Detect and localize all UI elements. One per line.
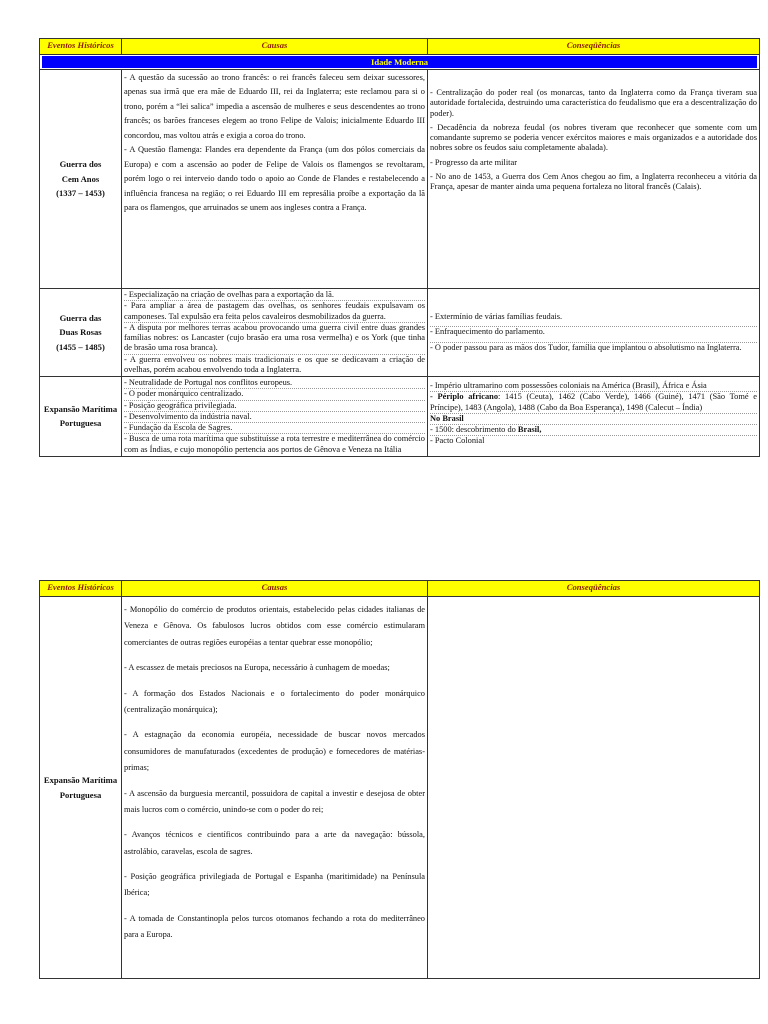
history-table-2 bbox=[39, 580, 760, 979]
consequences-cell bbox=[428, 377, 760, 457]
cause-item: - A estagnação da economia européia, necessidade de buscar novos mercados consumidores de manufaturados (excedentes de produção) e fornecedores de matérias-primas; bbox=[124, 730, 425, 773]
consequences-cell bbox=[428, 70, 760, 289]
table-header-row bbox=[40, 39, 760, 55]
consequence-item: - O poder passou para as mãos dos Tudor, família que implantou o absolutismo na Inglaterra. bbox=[430, 342, 757, 353]
event-name: Cem Anos bbox=[61, 173, 100, 184]
consequence-item bbox=[430, 413, 757, 424]
event-name: Guerra dos bbox=[59, 159, 102, 170]
header-events: Eventos Históricos bbox=[40, 39, 122, 55]
cause-item: - A guerra envolveu os nobres mais tradicionais e os que se dedicavam a criação de ovelhas, porém acabou envolvendo toda a Inglaterra. bbox=[124, 354, 425, 374]
event-cell bbox=[40, 597, 122, 979]
cause-item: - A tomada de Constantinopla pelos turcos otomanos fechando a rota do mediterrâneo para a Europa. bbox=[124, 913, 425, 940]
consequence-bold: Brasil, bbox=[517, 425, 542, 434]
consequence-text: : 1415 (Ceuta), 1462 (Cabo Verde), 1466 (Guiné), 1471 (São Tomé e Príncipe), 1483 (Angola), 1488 (Cabo da Boa Esperança), 1498 (Calecut – Índia) bbox=[430, 392, 757, 412]
history-table-1 bbox=[39, 38, 760, 457]
cause-item: - A formação dos Estados Nacionais e o fortalecimento do poder monárquico (centralização monárquica); bbox=[124, 688, 425, 714]
table-row bbox=[40, 289, 760, 377]
event-dates: (1337 – 1453) bbox=[56, 188, 105, 199]
consequence-item: - Enfraquecimento do parlamento. bbox=[430, 326, 757, 337]
cause-item: - Avanços técnicos e científicos contribuindo para a arte da navegação: bússola, astrolábio, caravelas, escola de sagres. bbox=[124, 830, 425, 856]
event-dates: (1455 – 1485) bbox=[56, 341, 105, 352]
header-causes: Causas bbox=[122, 39, 428, 55]
consequences-cell bbox=[428, 597, 760, 979]
event-name: Portuguesa bbox=[59, 418, 102, 429]
cause-item: - Neutralidade de Portugal nos conflitos europeus. bbox=[124, 378, 293, 387]
cause-item: - Posição geográfica privilegiada. bbox=[124, 400, 425, 411]
consequence-item: - No ano de 1453, a Guerra dos Cem Anos chegou ao fim, a Inglaterra reconheceu a vitória da França, apesar de manter ainda uma pequena fortaleza no litoral francês (Calais). bbox=[430, 171, 757, 191]
event-name: Expansão Marítima bbox=[43, 403, 118, 414]
consequence-item bbox=[430, 424, 757, 435]
cause-item: - Para ampliar a área de pastagem das ovelhas, os senhores feudais expulsavam os camponeses. Tal expulsão era feita pelos cavaleiros desmobilizados da guerra. bbox=[124, 301, 425, 321]
cause-item: - Busca de uma rota marítima que substituísse a rota terrestre e mediterrânea do comércio com as Índias, e cujo monopólio pertencia aos portos de Gênova e Veneza na Itália bbox=[124, 434, 425, 454]
cause-item: - Especialização na criação de ovelhas para a exportação da lã. bbox=[124, 290, 334, 299]
consequence-item: - Decadência da nobreza feudal (os nobres tiveram que reconhecer que somente com um comandante supremo se poderia vencer exércitos maiores e mais organizados e a autoridade dos nobres sobre os feudos saiu completamente abalada). bbox=[430, 122, 757, 153]
consequence-bold: - Périplo africano bbox=[430, 392, 499, 402]
consequence-text: - 1500: descobrimento do bbox=[430, 425, 518, 434]
consequence-item: - Império ultramarino com possessões coloniais na América (Brasil), África e Ásia bbox=[430, 381, 707, 390]
cause-item: - Fundação da Escola de Sagres. bbox=[124, 422, 425, 433]
consequence-item: - Extermínio de várias famílias feudais. bbox=[430, 312, 563, 322]
consequence-item: - Progresso da arte militar bbox=[430, 157, 517, 167]
causes-cell bbox=[122, 377, 428, 457]
event-cell bbox=[40, 289, 122, 377]
header-consequences: Conseqüências bbox=[428, 39, 760, 55]
event-name: Expansão Marítima bbox=[43, 774, 118, 785]
era-row bbox=[40, 55, 760, 70]
cause-item: - A escassez de metais preciosos na Europa, necessário à cunhagem de moedas; bbox=[124, 663, 390, 673]
event-name: Portuguesa bbox=[59, 789, 102, 800]
consequence-item bbox=[430, 391, 757, 413]
consequence-item: - Pacto Colonial bbox=[430, 435, 757, 446]
consequence-bold: No Brasil bbox=[430, 413, 464, 423]
table-header-row bbox=[40, 581, 760, 597]
causes-cell bbox=[122, 70, 428, 289]
table-row bbox=[40, 70, 760, 289]
event-name: Duas Rosas bbox=[59, 327, 102, 338]
consequence-item: - Centralização do poder real (os monarcas, tanto da Inglaterra como da França tiveram sua autoridade fortalecida, destruindo uma característica do feudalismo que era a descentralização do poder). bbox=[430, 88, 757, 118]
cause-item: - A ascensão da burguesia mercantil, possuidora de capital a investir e desejosa de obter mais lucros com o comércio, unindo-se com o poder do rei; bbox=[124, 788, 425, 814]
causes-cell bbox=[122, 597, 428, 979]
cause-item: - A disputa por melhores terras acabou provocando uma guerra civil entre duas grandes famílias nobres: os Lancaster (cujo brasão era uma rosa vermelha) e os York (que tinha de brasão uma rosa branca). bbox=[124, 322, 425, 353]
table-row bbox=[40, 597, 760, 979]
table-row bbox=[40, 377, 760, 457]
cause-item: - A Questão flamenga: Flandes era dependente da França (um dos pólos comerciais da Europa) e com a ascensão ao poder de Felipe de Valois os flamengos se revoltaram, porém logo o rei interveio dando todo o apoio ao Conde de Flandes e restabelecendo a influência francesa na região; o rei Eduardo III em represália proíbe a exportação da lã para os flamengos, que arruinados se unem aos ingleses contra a França. bbox=[124, 145, 425, 213]
cause-item: - Posição geográfica privilegiada de Portugal e Espanha (maritimidade) na Península Ibérica; bbox=[124, 872, 425, 898]
event-cell bbox=[40, 70, 122, 289]
cause-item: - Desenvolvimento da indústria naval. bbox=[124, 411, 425, 422]
cause-item: - Monopólio do comércio de produtos orientais, estabelecido pelas cidades italianas de Veneza e Gênova. Os fabulosos lucros obtidos com esse comércio estimularam comerciantes de outras regiões européias a tentar quebrar esse monopólio; bbox=[124, 605, 425, 647]
era-label: Idade Moderna bbox=[42, 56, 757, 68]
cause-item: - O poder monárquico centralizado. bbox=[124, 388, 425, 399]
header-consequences: Conseqüências bbox=[428, 581, 760, 597]
header-causes: Causas bbox=[122, 581, 428, 597]
event-cell bbox=[40, 377, 122, 457]
header-events: Eventos Históricos bbox=[40, 581, 122, 597]
cause-item: - A questão da sucessão ao trono francês: o rei francês faleceu sem deixar sucessores, apenas sua irmã que era mãe de Eduardo III, rei da Inglaterra; este reclamou para si o trono, porém a “lei salica” impedia a ascensão de mulheres e seus descendentes ao trono francês; os barões franceses elegem ao trono Felipe de Valois; inicialmente Eduardo III concordou, mas voltou atrás e exigia a coroa do trono. bbox=[124, 73, 425, 140]
event-name: Guerra das bbox=[59, 312, 102, 323]
consequences-cell bbox=[428, 289, 760, 377]
causes-cell bbox=[122, 289, 428, 377]
